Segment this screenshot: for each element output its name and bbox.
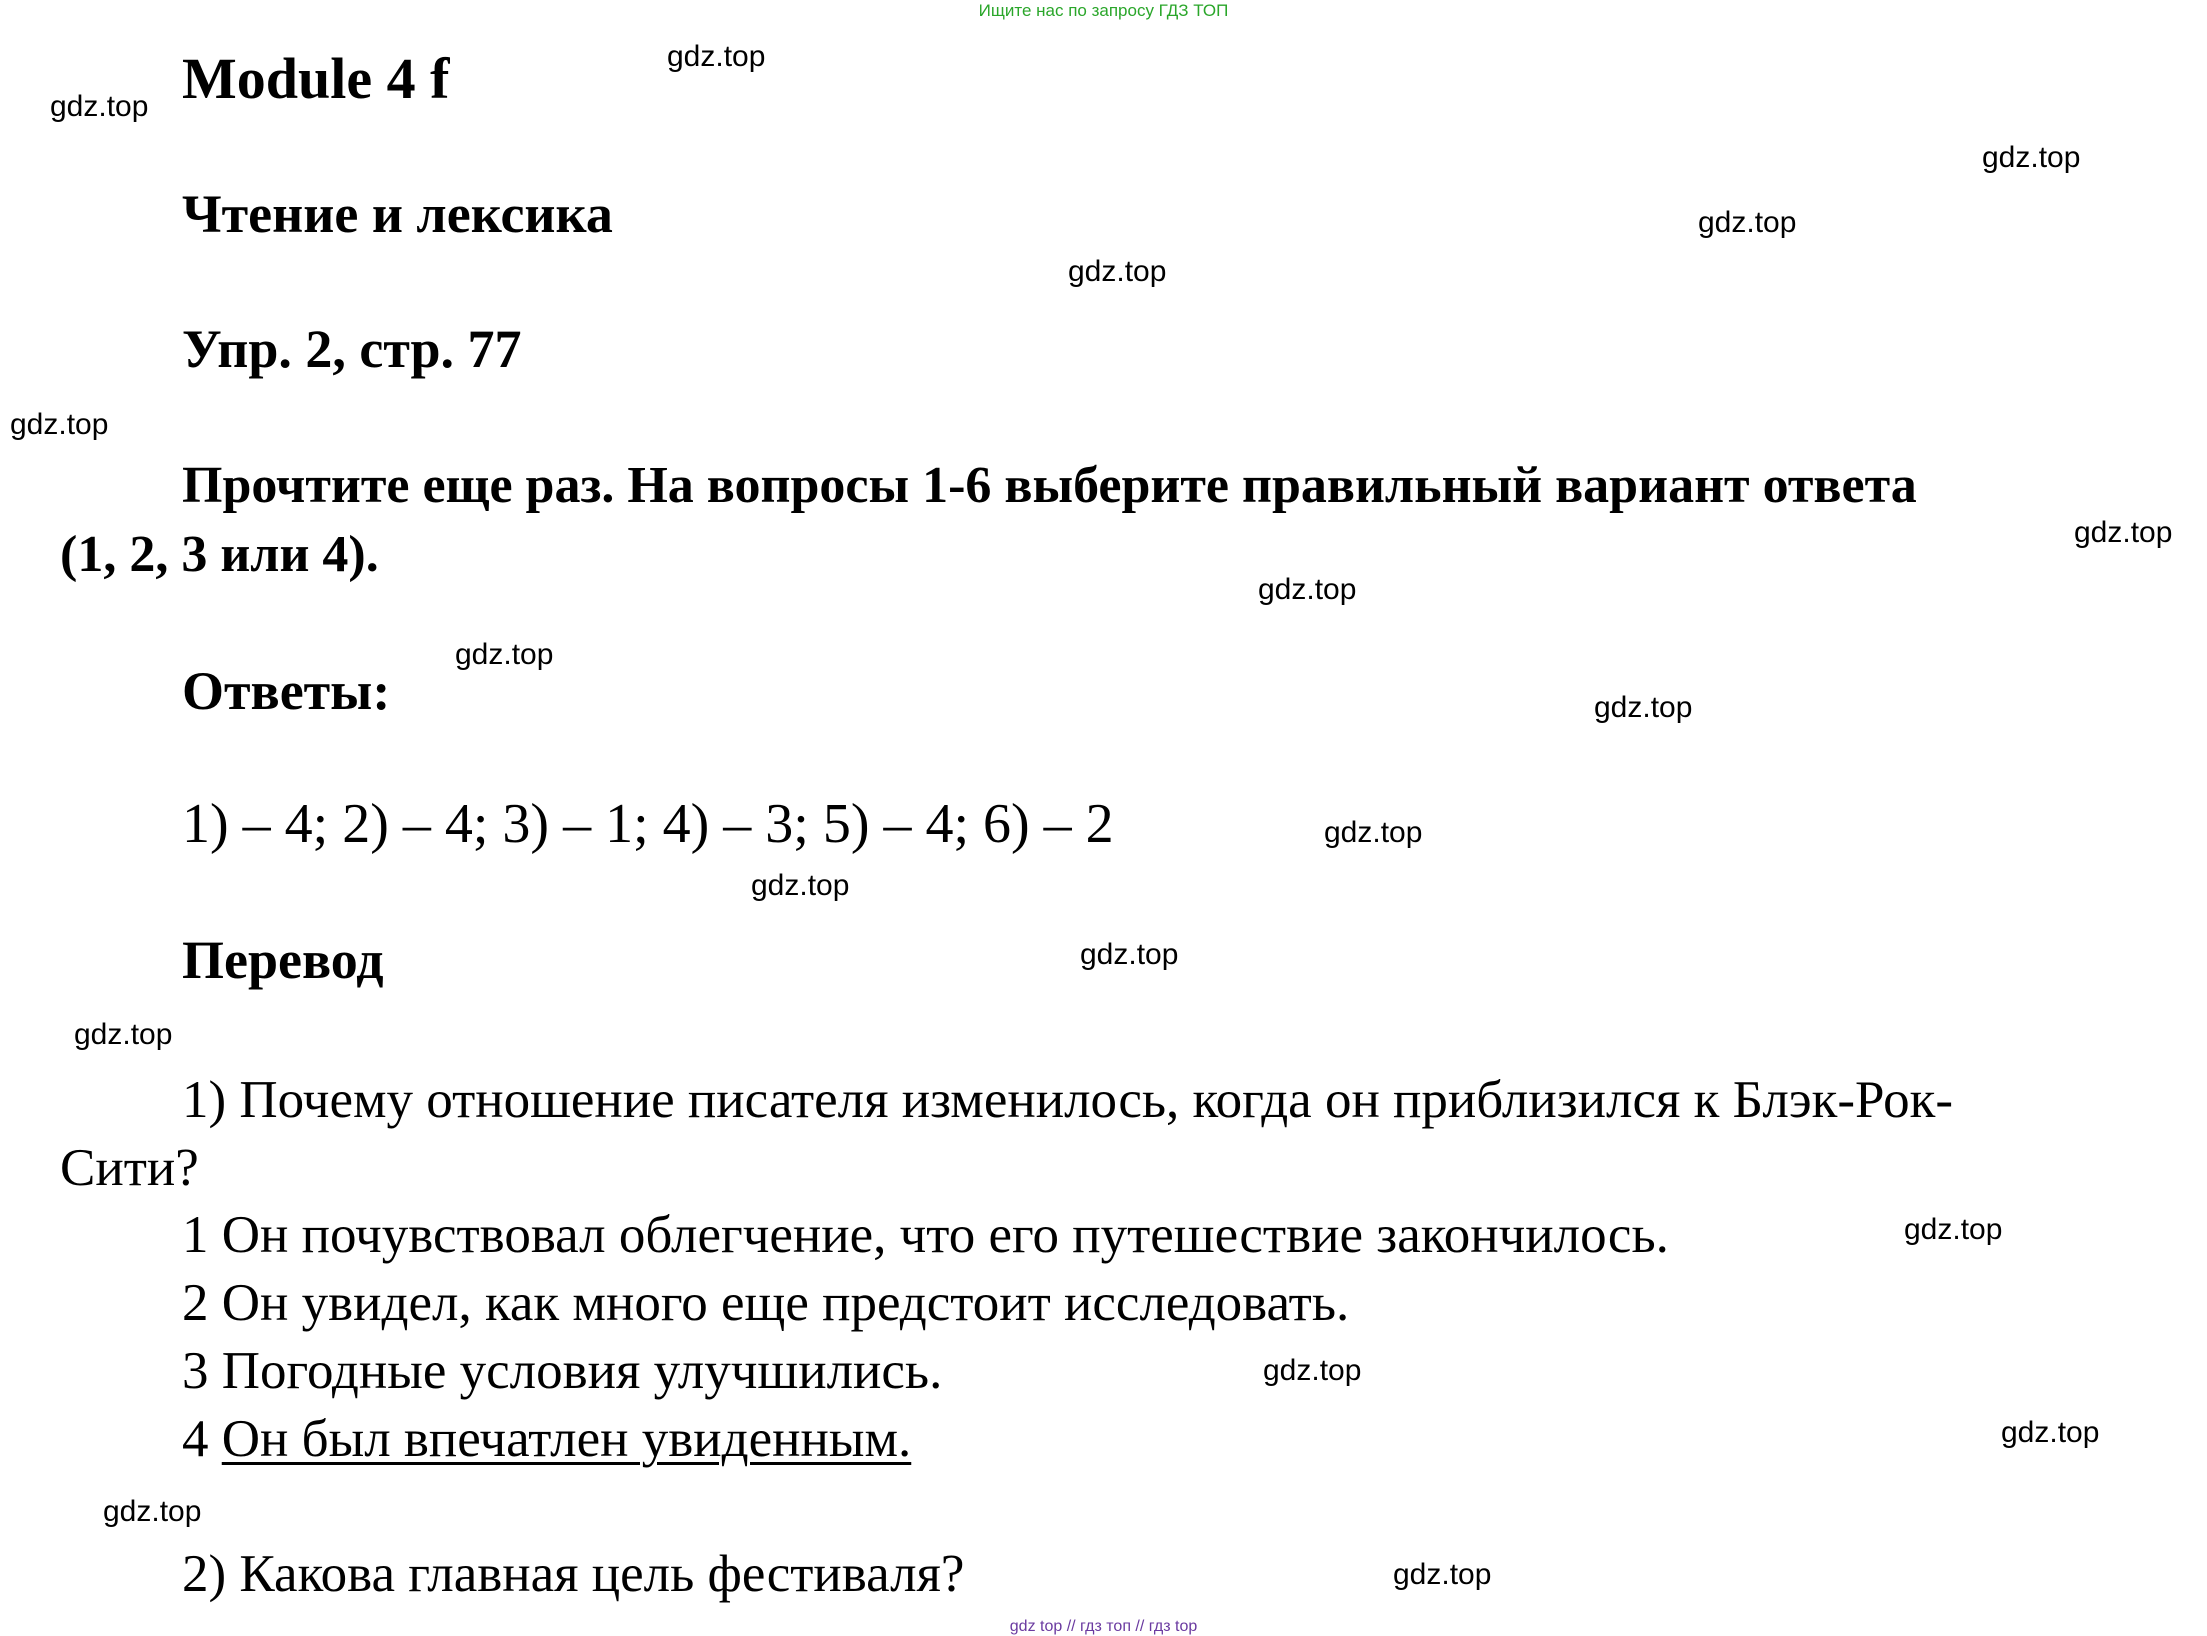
option-2 xyxy=(182,1273,1349,1333)
option-number: 2 xyxy=(182,1274,209,1332)
watermark: gdz.top xyxy=(1080,938,1179,971)
task-line-1: Прочтите еще раз. На вопросы 1-6 выберите правильный вариант ответа xyxy=(182,457,1917,514)
watermark: gdz.top xyxy=(751,869,850,902)
option-text: Погодные условия улучшились. xyxy=(221,1342,943,1400)
task-line-2: (1, 2, 3 или 4). xyxy=(60,526,379,583)
watermark: gdz.top xyxy=(10,408,109,441)
answers-heading: Ответы: xyxy=(182,661,391,721)
bottom-banner[interactable]: gdz top // гдз топ // гдз top xyxy=(1009,1618,1198,1635)
translation-heading: Перевод xyxy=(182,930,384,990)
watermark: gdz.top xyxy=(2001,1416,2100,1449)
option-text: Он увидел, как много еще предстоит исследовать. xyxy=(221,1274,1350,1332)
watermark: gdz.top xyxy=(1263,1354,1362,1387)
watermark: gdz.top xyxy=(455,638,554,671)
watermark: gdz.top xyxy=(1904,1213,2003,1246)
watermark: gdz.top xyxy=(1258,573,1357,606)
top-banner[interactable]: Ищите нас по запросу ГДЗ ТОП xyxy=(978,1,1229,20)
page-title: Module 4 f xyxy=(182,46,450,111)
watermark: gdz.top xyxy=(667,40,766,73)
option-number: 4 xyxy=(182,1410,209,1468)
option-number: 1 xyxy=(182,1206,209,1264)
option-1 xyxy=(182,1205,1669,1265)
watermark: gdz.top xyxy=(103,1495,202,1528)
section-heading: Чтение и лексика xyxy=(182,184,613,244)
watermark: gdz.top xyxy=(74,1018,173,1051)
option-4-correct xyxy=(182,1409,911,1469)
exercise-heading: Упр. 2, стр. 77 xyxy=(182,319,522,379)
watermark: gdz.top xyxy=(1324,816,1423,849)
option-text: Он почувствовал облегчение, что его путешествие закончилось. xyxy=(221,1206,1669,1264)
option-3 xyxy=(182,1341,942,1401)
answers-line: 1) – 4; 2) – 4; 3) – 1; 4) – 3; 5) – 4; 6) – 2 xyxy=(182,793,1114,855)
watermark: gdz.top xyxy=(50,90,149,123)
watermark: gdz.top xyxy=(1982,141,2081,174)
question-1-line-2: Сити? xyxy=(60,1139,199,1197)
option-number: 3 xyxy=(182,1342,209,1400)
option-text-underlined: Он был впечатлен увиденным. xyxy=(221,1410,912,1468)
watermark: gdz.top xyxy=(1594,691,1693,724)
question-1-line-1: 1) Почему отношение писателя изменилось, когда он приблизился к Блэк-Рок- xyxy=(182,1071,1954,1129)
watermark: gdz.top xyxy=(2074,516,2173,549)
watermark: gdz.top xyxy=(1698,206,1797,239)
watermark: gdz.top xyxy=(1068,255,1167,288)
question-2: 2) Какова главная цель фестиваля? xyxy=(182,1545,965,1603)
watermark: gdz.top xyxy=(1393,1558,1492,1591)
